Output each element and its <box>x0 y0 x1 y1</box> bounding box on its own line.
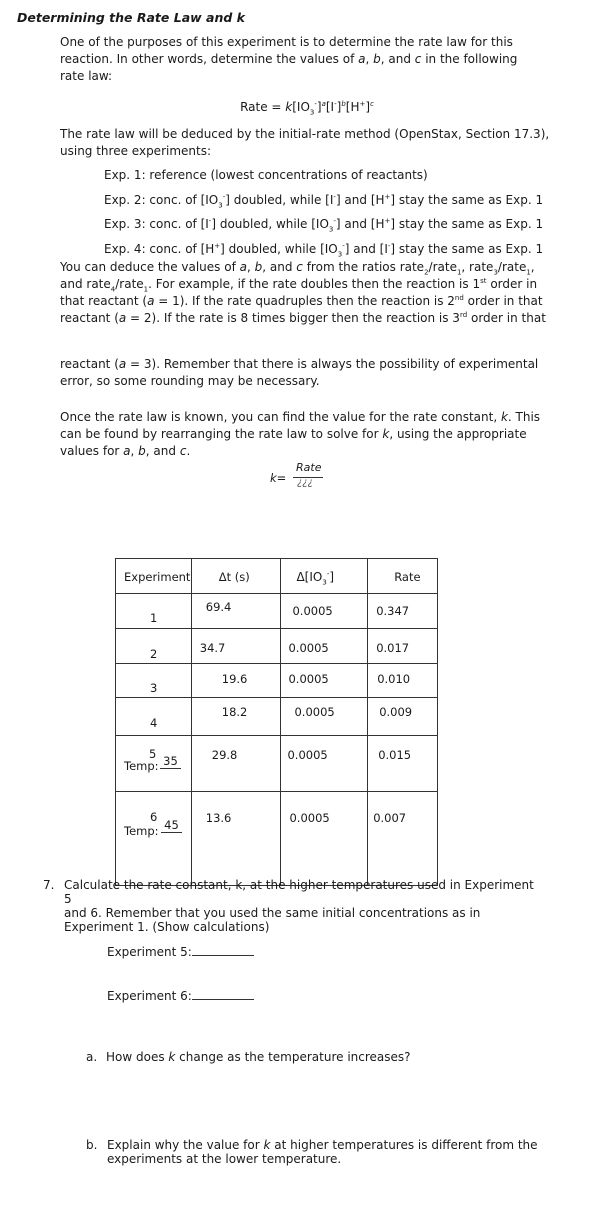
table-row: 3 19.6 0.0005 0.010 <box>116 664 438 698</box>
question-7-number: 7. <box>43 878 55 892</box>
intro-paragraph <box>60 34 517 85</box>
deduce-line-6: error, so some rounding may be necessary. <box>60 374 320 388</box>
header-dt: Δt (s) <box>191 559 281 594</box>
table-row: 2 34.7 0.0005 0.017 <box>116 629 438 664</box>
experiment-5-blank[interactable] <box>192 943 254 956</box>
intro-line-2: reaction. In other words, determine the values of a, b, and c in the following <box>60 52 518 66</box>
exp-1-description: Exp. 1: reference (lowest concentrations of reactants) <box>104 168 428 182</box>
k-formula-numerator: Rate <box>296 461 322 474</box>
deduce-line-4: reactant (a = 2). If the rate is 8 times bigger then the reaction is 3rd order in that <box>60 311 546 325</box>
header-rate: Rate <box>368 559 438 594</box>
known-line-3: values for a, b, and c. <box>60 444 191 458</box>
section-heading: Determining the Rate Law and k <box>17 10 245 25</box>
rate-law-equation: Rate = $k[IO_3^-]^a[I^-]^b[H^+]^c$ <box>240 100 374 117</box>
rate-constant-paragraph <box>60 409 540 460</box>
table-row: 1 69.4 0.0005 0.347 <box>116 594 438 629</box>
question-b-line-1: Explain why the value for k at higher temperatures is different from the <box>107 1138 538 1152</box>
table-header-row <box>116 559 438 594</box>
deduce-paragraph <box>60 259 546 327</box>
k-formula <box>270 460 330 494</box>
experiment-6-answer <box>107 987 254 1005</box>
question-7-line-3: Experiment 1. (Show calculations) <box>64 920 270 934</box>
experiments-list <box>104 163 543 261</box>
table-row: 6 Temp: 45 13.6 0.0005 0.007 <box>116 792 438 886</box>
question-b-label: b. <box>86 1138 98 1152</box>
experiment-6-blank[interactable] <box>192 987 254 1000</box>
experiment-5-label: Experiment 5: <box>107 945 192 959</box>
known-line-1: Once the rate law is known, you can find the value for the rate constant, k. This <box>60 410 541 424</box>
temp-field-exp6[interactable]: 45 <box>161 818 182 833</box>
method-line-2: using three experiments: <box>60 144 212 158</box>
k-formula-denominator: ¿¿¿ <box>297 477 313 488</box>
table-row: 4 18.2 0.0005 0.009 <box>116 698 438 736</box>
intro-line-1: One of the purposes of this experiment is to determine the rate law for this <box>60 35 513 49</box>
method-line-1: The rate law will be deduced by the initial-rate method (OpenStax, Section 17.3), <box>60 127 550 141</box>
exp-3-description: Exp. 3: conc. of [I-] doubled, while $[IO_3^-]$ and [H+] stay the same as Exp. 1 <box>104 217 544 234</box>
header-experiment: Experiment <box>116 559 192 594</box>
question-b <box>86 1138 587 1166</box>
table-row: 5 Temp: 35 29.8 0.0005 0.015 <box>116 736 438 792</box>
question-7-line-1: Calculate the rate constant, k, at the higher temperatures used in Experiment 5 <box>64 878 534 906</box>
experiment-5-answer <box>107 943 254 961</box>
question-b-line-2: experiments at the lower temperature. <box>107 1152 342 1166</box>
exp-4-description: Exp. 4: conc. of [H+] doubled, while $[IO_3^-]$ and [I-] stay the same as Exp. 1 <box>104 241 544 258</box>
deduce-line-2: and rate$_4$/rate$_1$. For example, if the rate doubles then the reaction is 1st order in <box>60 277 538 294</box>
deduce-paragraph-continued <box>60 356 538 390</box>
header-conc: $\Delta[IO_3^-]$ <box>281 559 368 594</box>
question-a-label: a. <box>86 1050 98 1064</box>
known-line-2: can be found by rearranging the rate law to solve for k, using the appropriate <box>60 427 527 441</box>
question-7-line-2: and 6. Remember that you used the same initial concentrations as in <box>64 906 481 920</box>
deduce-line-3: that reactant (a = 1). If the rate quadruples then the reaction is 2nd order in that <box>60 294 543 308</box>
experiment-6-label: Experiment 6: <box>107 989 192 1003</box>
deduce-line-5: reactant (a = 3). Remember that there is always the possibility of experimental <box>60 357 539 371</box>
question-a <box>86 1049 411 1066</box>
k-formula-lhs: k= <box>270 471 287 485</box>
deduce-line-1: You can deduce the values of a, b, and c from the ratios rate$_2$/rate$_1$, rate$_3$/rate$_1$, <box>60 260 535 277</box>
question-7 <box>43 878 544 934</box>
intro-line-3: rate law: <box>60 69 113 83</box>
method-paragraph <box>60 126 549 160</box>
question-a-text: How does k change as the temperature increases? <box>106 1050 411 1064</box>
temp-field-exp5[interactable]: 35 <box>160 754 181 769</box>
data-table <box>115 558 438 886</box>
exp-2-description: Exp. 2: conc. of $[IO_3^-]$ doubled, while [I-] and [H+] stay the same as Exp. 1 <box>104 192 544 209</box>
